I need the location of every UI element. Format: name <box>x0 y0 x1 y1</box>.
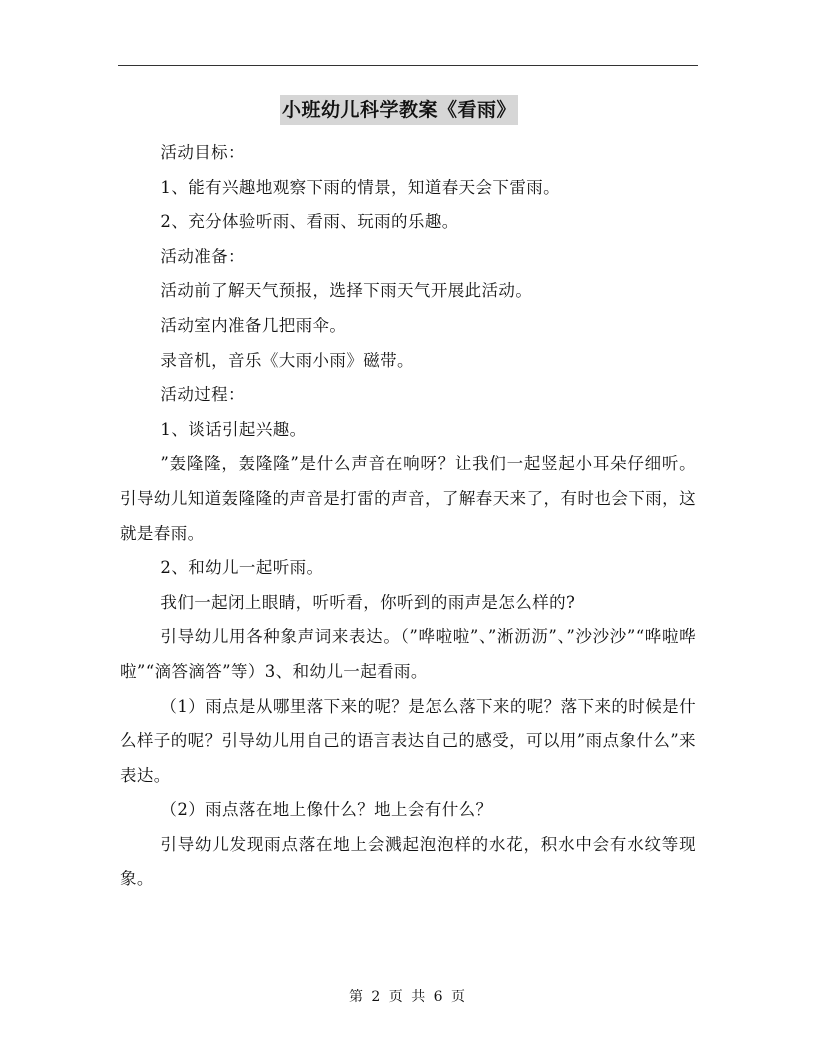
document-body <box>120 136 696 897</box>
paragraph: 活动目标： <box>160 143 245 162</box>
paragraph: 活动准备： <box>160 246 245 266</box>
paragraph: 引导幼儿用各种象声词来表达。（”哗啦啦”、”淅沥沥”、”沙沙沙”“哗啦哗啦”“滴答滴答”等）3、和幼儿一起看雨。 <box>120 627 696 681</box>
paragraph: 引导幼儿发现雨点落在地上会溅起泡泡样的水花，积水中会有水纹等现象。 <box>120 834 696 889</box>
paragraph: 我们一起闭上眼睛，听听看，你听到的雨声是怎么样的? <box>160 592 576 612</box>
page-footer: 第 2 页 共 6 页 <box>348 989 468 1005</box>
paragraph: （1）雨点是从哪里落下来的呢？是怎么落下来的呢？落下来的时候是什么样子的呢？引导幼儿用自己的语言表达自己的感受，可以用”雨点象什么”来表达。 <box>120 696 696 785</box>
paragraph: 1、能有兴趣地观察下雨的情景，知道春天会下雷雨。 <box>160 177 561 197</box>
paragraph: 活动过程： <box>160 385 245 405</box>
paragraph: （2）雨点落在地上像什么？地上会有什么？ <box>160 800 493 820</box>
paragraph: 2、充分体验听雨、看雨、玩雨的乐趣。 <box>160 212 459 232</box>
paragraph: 1、谈话引起兴趣。 <box>160 419 307 439</box>
paragraph: 活动前了解天气预报，选择下雨天气开展此活动。 <box>160 281 533 301</box>
paragraph: 录音机，音乐《大雨小雨》磁带。 <box>160 350 414 370</box>
header-rule <box>118 65 698 66</box>
paragraph: 2、和幼儿一起听雨。 <box>160 558 324 578</box>
paragraph: ”轰隆隆，轰隆隆”是什么声音在响呀？让我们一起竖起小耳朵仔细听。引导幼儿知道轰隆隆的声音是打雷的声音，了解春天来了，有时也会下雨，这就是春雨。 <box>120 454 696 543</box>
paragraph: 活动室内准备几把雨伞。 <box>160 315 347 335</box>
document-title: 小班幼儿科学教案《看雨》 <box>280 95 518 125</box>
